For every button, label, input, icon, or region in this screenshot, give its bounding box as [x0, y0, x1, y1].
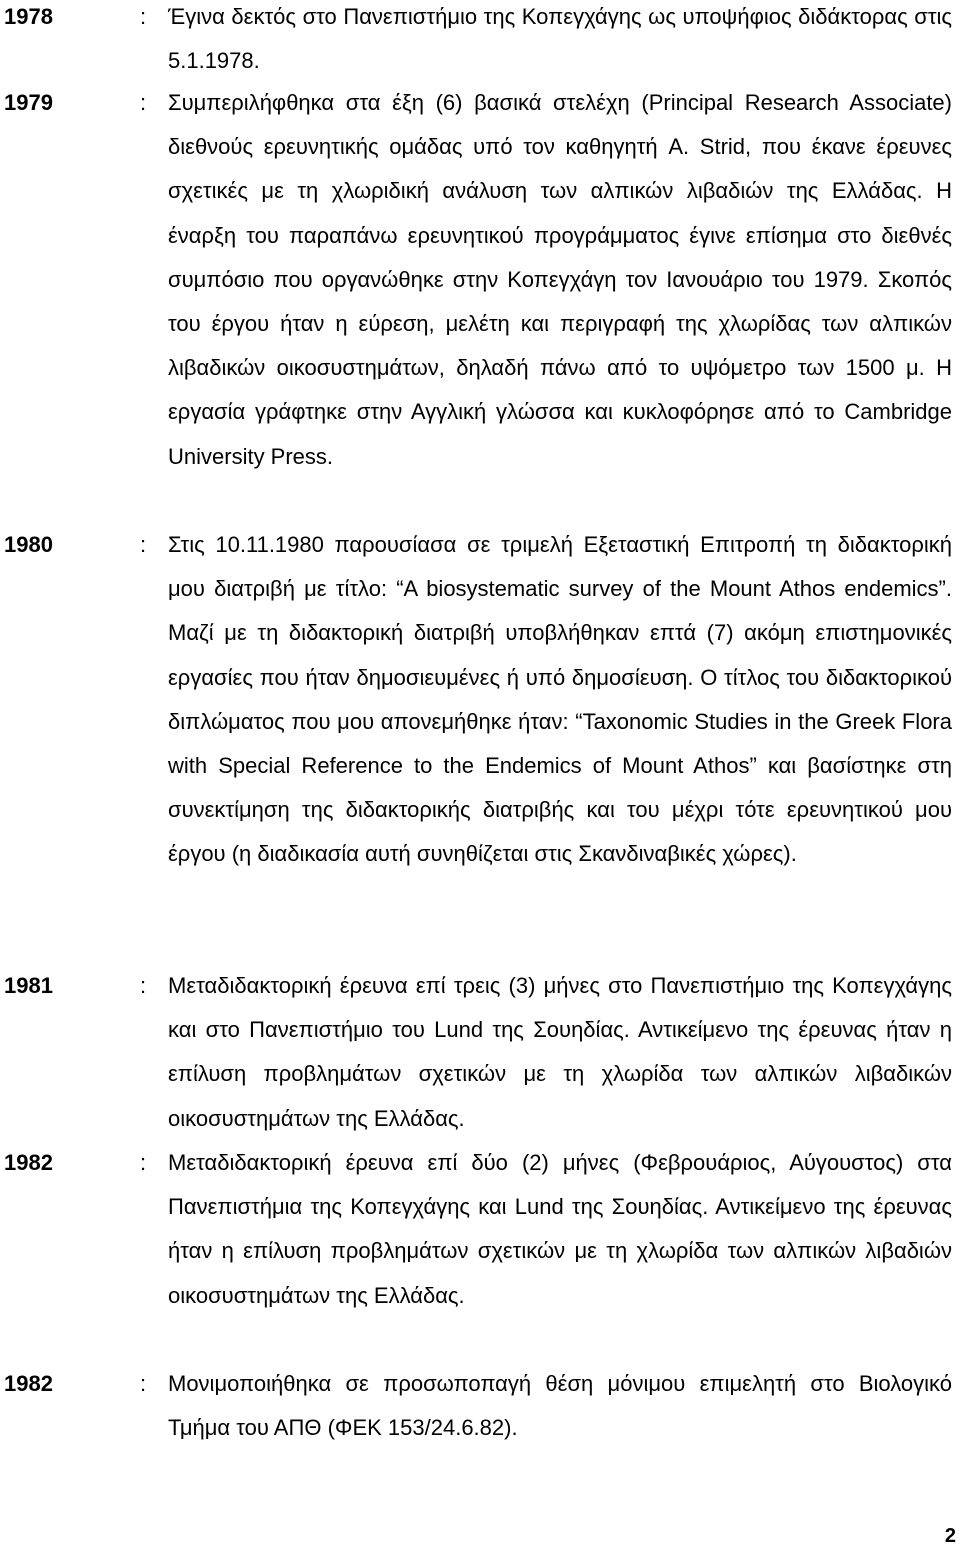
- entry-text: [168, 0, 952, 83]
- page-number: 2: [944, 1525, 956, 1547]
- entry-colon: :: [140, 1371, 147, 1396]
- entry-year: 1981: [4, 973, 53, 998]
- entry-year: 1979: [4, 90, 53, 115]
- entry-text: [168, 1362, 952, 1450]
- entry-text: [168, 81, 952, 479]
- entry-paragraph: Μονιμοποιήθηκα σε προσωποπαγή θέση μόνιμου επιμελητή στο Βιολογικό Τμήμα του ΑΠΘ (ΦΕΚ 153/24.6.82).: [168, 1371, 952, 1441]
- entry-year: 1982: [4, 1150, 53, 1175]
- entry-colon: :: [140, 4, 147, 29]
- entry-year: 1982: [4, 1371, 53, 1396]
- entry-year: 1978: [4, 4, 53, 29]
- entry-paragraph: Μεταδιδακτορική έρευνα επί δύο (2) μήνες (Φεβρουάριος, Αύγουστος) στα Πανεπιστήμια της Κοπεγχάγης και Lund της Σουηδίας. Αντικείμενο της έρευνας ήταν η επίλυση προβλημάτων σχετικών με τη χλωρίδα των αλπικών λιβαδιών οικοσυστημάτων της Ελλάδας.: [168, 1150, 952, 1308]
- entry-colon: :: [140, 532, 147, 557]
- entry-paragraph: Έγινα δεκτός στο Πανεπιστήμιο της Κοπεγχάγης ως υποψήφιος διδάκτορας στις 5.1.1978.: [168, 4, 952, 74]
- entry-text: [168, 1141, 952, 1318]
- entry-text: [168, 523, 952, 877]
- entry-colon: :: [140, 1150, 147, 1175]
- entry-text: [168, 964, 952, 1141]
- entry-paragraph: Στις 10.11.1980 παρουσίασα σε τριμελή Εξεταστική Επιτροπή τη διδακτορική μου διατριβή με τίτλο: “A biosystematic survey of the Mount Athos endemics”. Μαζί με τη διδακτορική διατριβή υποβλήθηκαν επτά (7) ακόμη επιστημονικές εργασίες που ήταν δημοσιευμένες ή υπό δημοσίευση. Ο τίτλος του διδακτορικού διπλώματος που μου απονεμήθηκε ήταν: “Taxonomic Studies in the Greek Flora with Special Reference to the Endemics of Mount Athos” και βασίστηκε στη συνεκτίμηση της διδακτορικής διατριβής και του μέχρι τότε ερευνητικού μου έργου (η διαδικασία αυτή συνηθίζεται στις Σκανδιναβικές χώρες).: [168, 532, 952, 867]
- entry-paragraph: Συμπεριλήφθηκα στα έξη (6) βασικά στελέχη (Principal Research Associate) διεθνούς ερευνητικής ομάδας υπό τον καθηγητή A. Strid, που έκανε έρευνες σχετικές με τη χλωριδική ανάλυση των αλπικών λιβαδιών της Ελλάδας. Η έναρξη του παραπάνω ερευνητικού προγράμματος έγινε επίσημα στο διεθνές συμπόσιο που οργανώθηκε στην Κοπεγχάγη τον Ιανουάριο του 1979. Σκοπός του έργου ήταν η εύρεση, μελέτη και περιγραφή της χλωρίδας των αλπικών λιβαδικών οικοσυστημάτων, δηλαδή πάνω από το υψόμετρο των 1500 μ. Η εργασία γράφτηκε στην Αγγλική γλώσσα και κυκλοφόρησε από το Cambridge University Press.: [168, 90, 952, 469]
- entry-colon: :: [140, 90, 147, 115]
- entry-year: 1980: [4, 532, 53, 557]
- entry-colon: :: [140, 973, 147, 998]
- entry-paragraph: Μεταδιδακτορική έρευνα επί τρεις (3) μήνες στο Πανεπιστήμιο της Κοπεγχάγης και στο Πανεπιστήμιο του Lund της Σουηδίας. Αντικείμενο της έρευνας ήταν η επίλυση προβλημάτων σχετικών με τη χλωρίδα των αλπικών λιβαδικών οικοσυστημάτων της Ελλάδας.: [168, 973, 952, 1131]
